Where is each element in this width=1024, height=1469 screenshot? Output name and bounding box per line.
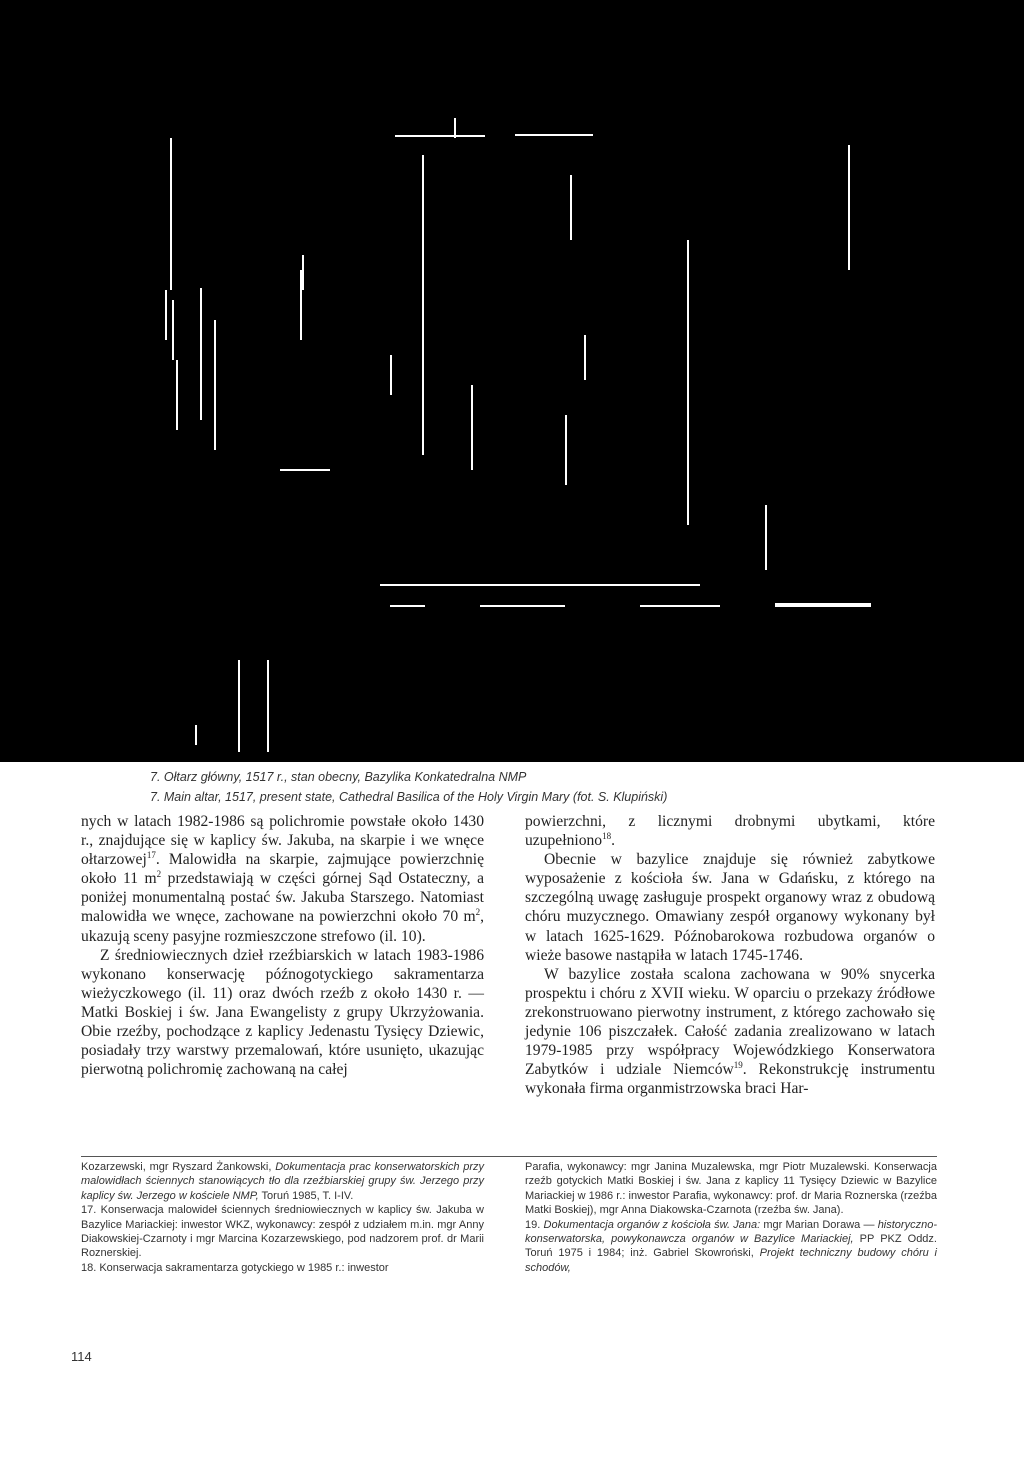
footnote-divider [81,1156,937,1157]
footnote-19: 19. Dokumentacja organów z kościoła św. Jana: mgr Marian Dorawa — historyczno-konserwatorska, powykonawcza organów w Bazylice Mariackiej, PP PKZ Oddz. Toruń 1975 i 1984; inż. Gabriel Skowroński, Projekt techniczny budowy chóru i schodów, [525,1218,937,1274]
left-text-column [81,812,484,1079]
figure-caption-english: 7. Main altar, 1517, present state, Cathedral Basilica of the Holy Virgin Mary (fot. S. Klupiński) [150,790,668,804]
left-paragraph-2: Z średniowiecznych dzieł rzeźbiarskich w latach 1983-1986 wykonano konserwację późnogotyckiego sakramentarza wieżyczkowego (il. 11) oraz dwóch rzeźb z około 1430 r. — Matki Boskiej i św. Jana Ewangelisty z grupy Ukrzyżowania. Obie rzeźby, pochodzące z kaplicy Jedenastu Tysięcy Dziewic, posiadały trzy warstwy przemalowań, które usunięto, ukazując pierwotną polichromię zachowaną na całej [81,946,484,1079]
left-paragraph-1: nych w latach 1982-1986 są polichromie powstałe około 1430 r., znajdujące się w kaplicy św. Jakuba, na skarpie i we wnęce ołtarzowej$^{17}$. Malowidła na skarpie, zajmujące powierzchnię około 11 $m^2$ przedstawiają w części górnej Sąd Ostateczny, a poniżej monumentalną postać św. Jakuba Starszego. Natomiast malowidła we wnęce, zachowane na powierzchni około 70 $m^2$, ukazują sceny pasyjne rozmieszczone strefowo (il. 10). [81,813,484,945]
footnote-ref-18: 18 [602,830,612,841]
right-paragraph-3: W bazylice została scalona zachowana w 90% snycerka prospektu i chóru z XVII wieku. W oparciu o przekazy źródłowe zrekonstruowano pierwotny instrument, z którego zachowało się jedynie 106 piszczałek. Całość zadania zrealizowano w latach 1979-1985 przy współpracy Wojewódzkiego Konserwatora Zabytków i udziale Niemców$^{19}$. Rekonstrukcję instrumentu wykonała firma organmistrzowska braci Har- [525,965,935,1098]
footnotes-right [525,1160,937,1275]
footnote-ref-19: 19 [733,1060,743,1071]
right-paragraph-2: Obecnie w bazylice znajduje się również zabytkowe wyposażenie z kościoła św. Jana w Gdańsku, z którego na szczególną uwagę zasługuje prospekt organowy wraz z obudową chóru muzycznego. Omawiany zespół organowy wykonany był w latach 1625-1629. Późnobarokowa rozbudowa organów o wieże basowe nastąpiła w latach 1745-1746. [525,851,935,964]
figure-caption-polish: 7. Ołtarz główny, 1517 r., stan obecny, Bazylika Konkatedralna NMP [150,770,527,784]
footnote-18: 18. Konserwacja sakramentarza gotyckiego w 1985 r.: inwestor [81,1261,389,1274]
right-paragraph-1: powierzchni, z licznymi drobnymi ubytkami, które uzupełniono$^{18}$. [525,813,935,850]
footnote-17: 17. Konserwacja malowideł ściennych średniowiecznych w kaplicy św. Jakuba w Bazylice Mariackiej: inwestor WKZ, wykonawcy: zespół z udziałem m.in. mgr Anny Diakowskiej-Czarnoty i mgr Marcina Kozarzewskiego, pod nadzorem prof. dr Marii Roznerskiej. [81,1204,484,1260]
footnote-16-continued: Kozarzewski, mgr Ryszard Żankowski, Dokumentacja prac konserwatorskich przy malowidłach ściennych stanowiących tło dla rzeźbiarskiej grupy św. Jerzego przy kaplicy św. Jerzego w kościele NMP, Toruń 1985, T. I-IV. [81,1161,484,1202]
footnote-ref-17: 17 [146,850,156,860]
right-text-column [525,812,935,1098]
page-number: 114 [71,1349,92,1364]
footnote-18-continued: Parafia, wykonawcy: mgr Janina Muzalewska, mgr Piotr Muzalewski. Konserwacja rzeźb gotyckich Matki Boskiej i św. Jana z kaplicy 11 Tysięcy Dziewic w Bazylice Mariackiej w 1986 r.: inwestor Parafia, wykonawcy: prof. dr Maria Roznerska (rzeźba Matki Boskiej), mgr Anna Diakowska-Czarnota (rzeźba św. Jana). [525,1161,937,1217]
footnotes-left [81,1160,484,1275]
